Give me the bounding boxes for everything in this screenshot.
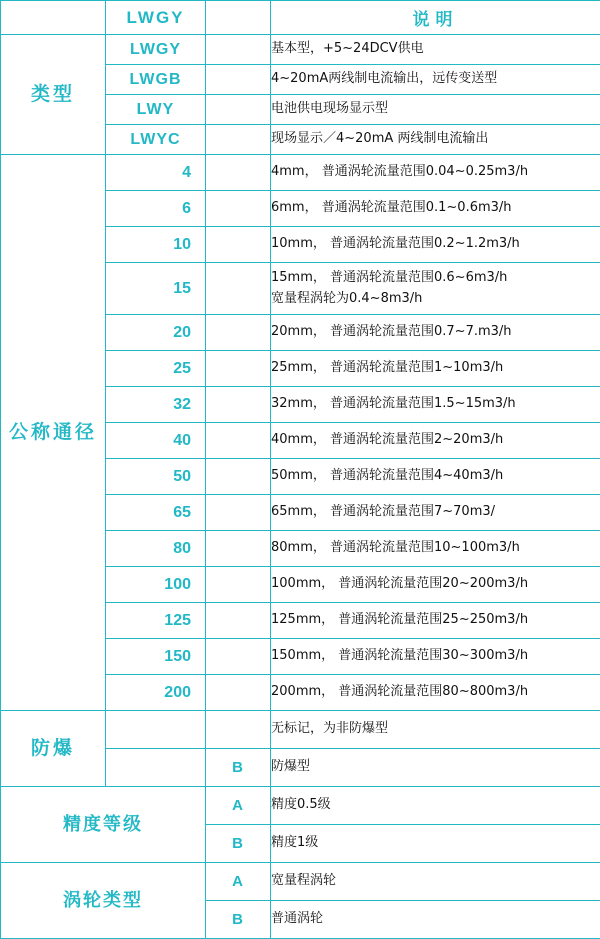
dn-blank-14: [206, 675, 271, 711]
dn-code-12: 125: [106, 603, 206, 639]
dn-blank-10: [206, 531, 271, 567]
type-blank-1: [206, 65, 271, 95]
dn-desc-5: 25mm， 普通涡轮流量范围1~10m3/h: [271, 351, 600, 387]
turb-desc-1: 普通涡轮: [271, 901, 600, 939]
dn-desc-7: 40mm， 普通涡轮流量范围2~20m3/h: [271, 423, 600, 459]
group-label-diameter-text: 公称通径: [9, 422, 97, 443]
header-empty-cell-2: [206, 1, 271, 35]
dn-desc-8: 50mm， 普通涡轮流量范围4~40m3/h: [271, 459, 600, 495]
dn-blank-7: [206, 423, 271, 459]
type-code-1: LWGB: [106, 65, 206, 95]
header-empty-cell: [1, 1, 106, 35]
dn-desc-12: 125mm， 普通涡轮流量范围25~250m3/h: [271, 603, 600, 639]
dn-code-8: 50: [106, 459, 206, 495]
dn-blank-5: [206, 351, 271, 387]
type-code-2: LWY: [106, 95, 206, 125]
dn-desc-3-line2: 宽量程涡轮为0.4~8m3/h: [271, 289, 600, 309]
group-label-explosion: [1, 711, 106, 787]
dn-code-13: 150: [106, 639, 206, 675]
dn-blank-4: [206, 315, 271, 351]
acc-code-1: B: [206, 825, 271, 863]
dn-code-7: 40: [106, 423, 206, 459]
table-row: [1, 863, 600, 901]
dn-desc-11: 100mm， 普通涡轮流量范围20~200m3/h: [271, 567, 600, 603]
group-label-accuracy: 精度等级: [1, 787, 206, 863]
group-label-diameter: [1, 155, 106, 711]
ex-desc-0: 无标记，为非防爆型: [271, 711, 600, 749]
dn-desc-4: 20mm， 普通涡轮流量范围0.7~7.m3/h: [271, 315, 600, 351]
dn-desc-3-line1: 15mm， 普通涡轮流量范围0.6~6m3/h: [271, 268, 600, 288]
type-desc-0: 基本型，+5~24DCV供电: [271, 35, 600, 65]
ex-desc-1: 防爆型: [271, 749, 600, 787]
dn-desc-14: 200mm， 普通涡轮流量范围80~800m3/h: [271, 675, 600, 711]
table-row: [1, 155, 600, 191]
dn-desc-1: 6mm， 普通涡轮流量范围0.1~0.6m3/h: [271, 191, 600, 227]
type-desc-2: 电池供电现场显示型: [271, 95, 600, 125]
header-desc-label: 说明: [271, 1, 600, 35]
dn-code-5: 25: [106, 351, 206, 387]
dn-code-0: 4: [106, 155, 206, 191]
type-code-0: LWGY: [106, 35, 206, 65]
dn-code-3: 15: [106, 263, 206, 315]
acc-desc-0: 精度0.5级: [271, 787, 600, 825]
ex-blank-1: [106, 749, 206, 787]
dn-blank-6: [206, 387, 271, 423]
dn-code-10: 80: [106, 531, 206, 567]
table-row: [1, 711, 600, 749]
group-label-explosion-text: 防爆: [31, 738, 75, 759]
type-desc-3: 现场显示／4~20mA 两线制电流输出: [271, 125, 600, 155]
table-header-row: [1, 1, 600, 35]
dn-blank-13: [206, 639, 271, 675]
dn-code-14: 200: [106, 675, 206, 711]
dn-code-2: 10: [106, 227, 206, 263]
dn-code-6: 32: [106, 387, 206, 423]
acc-desc-1: 精度1级: [271, 825, 600, 863]
ex-blank-0: [106, 711, 206, 749]
dn-code-4: 20: [106, 315, 206, 351]
dn-desc-0: 4mm， 普通涡轮流量范围0.04~0.25m3/h: [271, 155, 600, 191]
dn-blank-1: [206, 191, 271, 227]
ex-code-0: [206, 711, 271, 749]
dn-desc-9: 65mm， 普通涡轮流量范围7~70m3/: [271, 495, 600, 531]
dn-blank-2: [206, 227, 271, 263]
table-row: [1, 35, 600, 65]
group-label-turbine: 涡轮类型: [1, 863, 206, 939]
table-row: [1, 787, 600, 825]
dn-code-1: 6: [106, 191, 206, 227]
type-blank-3: [206, 125, 271, 155]
dn-blank-12: [206, 603, 271, 639]
dn-desc-10: 80mm， 普通涡轮流量范围10~100m3/h: [271, 531, 600, 567]
type-code-3: LWYC: [106, 125, 206, 155]
dn-code-9: 65: [106, 495, 206, 531]
dn-desc-13: 150mm， 普通涡轮流量范围30~300m3/h: [271, 639, 600, 675]
dn-blank-0: [206, 155, 271, 191]
dn-blank-11: [206, 567, 271, 603]
dn-blank-9: [206, 495, 271, 531]
dn-desc-6: 32mm， 普通涡轮流量范围1.5~15m3/h: [271, 387, 600, 423]
ex-code-1: B: [206, 749, 271, 787]
dn-code-11: 100: [106, 567, 206, 603]
type-blank-2: [206, 95, 271, 125]
turb-code-1: B: [206, 901, 271, 939]
type-desc-1: 4~20mA两线制电流输出，远传变送型: [271, 65, 600, 95]
acc-code-0: A: [206, 787, 271, 825]
dn-desc-3: [271, 263, 600, 315]
group-label-type: 类型: [1, 35, 106, 155]
header-code-label: LWGY: [106, 1, 206, 35]
turb-desc-0: 宽量程涡轮: [271, 863, 600, 901]
dn-blank-8: [206, 459, 271, 495]
dn-desc-2: 10mm， 普通涡轮流量范围0.2~1.2m3/h: [271, 227, 600, 263]
dn-blank-3: [206, 263, 271, 315]
turb-code-0: A: [206, 863, 271, 901]
type-blank-0: [206, 35, 271, 65]
